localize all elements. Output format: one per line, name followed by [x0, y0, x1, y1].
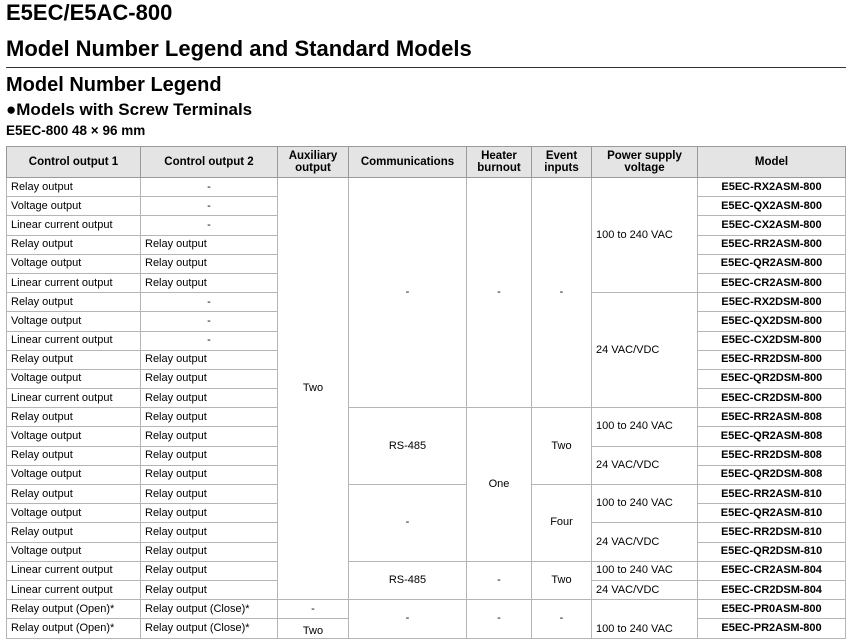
- header-auxiliary-output: Auxiliary output: [278, 147, 349, 178]
- cell-control-output-2: Relay output: [141, 408, 278, 427]
- cell-auxiliary-output: Two: [278, 178, 349, 600]
- cell-control-output-2: Relay output: [141, 254, 278, 273]
- cell-control-output-2: Relay output: [141, 485, 278, 504]
- cell-control-output-1: Voltage output: [7, 197, 141, 216]
- cell-power-supply: 24 VAC/VDC: [592, 293, 698, 408]
- cell-control-output-1: Voltage output: [7, 427, 141, 446]
- cell-model: E5EC-RR2ASM-810: [698, 485, 846, 504]
- cell-power-supply: 100 to 240 VAC: [592, 561, 698, 580]
- cell-model: E5EC-QR2ASM-810: [698, 504, 846, 523]
- cell-power-supply: 100 to 240 VAC: [592, 485, 698, 523]
- table-row: [7, 561, 846, 580]
- cell-control-output-2: Relay output: [141, 369, 278, 388]
- cell-control-output-1: Relay output (Open)*: [7, 600, 141, 619]
- cell-model: E5EC-RR2DSM-808: [698, 446, 846, 465]
- cell-communications: RS-485: [349, 408, 467, 485]
- cell-control-output-1: Relay output: [7, 293, 141, 312]
- cell-control-output-2: Relay output (Close)*: [141, 619, 278, 638]
- cell-event-inputs: Two: [532, 561, 592, 599]
- header-communications: Communications: [349, 147, 467, 178]
- cell-control-output-2: Relay output (Close)*: [141, 600, 278, 619]
- document-title: E5EC/E5AC-800: [6, 0, 173, 25]
- header-power-supply-voltage: Power supply voltage: [592, 147, 698, 178]
- cell-model: E5EC-CR2DSM-804: [698, 580, 846, 599]
- cell-model: E5EC-PR0ASM-800: [698, 600, 846, 619]
- section-heading: Model Number Legend: [6, 74, 222, 96]
- cell-model: E5EC-CR2DSM-800: [698, 389, 846, 408]
- cell-control-output-2: Relay output: [141, 580, 278, 599]
- cell-power-supply: 24 VAC/VDC: [592, 446, 698, 484]
- cell-control-output-1: Voltage output: [7, 254, 141, 273]
- cell-auxiliary-output: Two: [278, 619, 349, 638]
- cell-model: E5EC-RX2ASM-800: [698, 178, 846, 197]
- cell-control-output-2: Relay output: [141, 350, 278, 369]
- cell-event-inputs: -: [532, 178, 592, 408]
- cell-power-supply: 100 to 240 VAC: [592, 600, 698, 638]
- cell-control-output-1: Relay output: [7, 350, 141, 369]
- header-control-output-1: Control output 1: [7, 147, 141, 178]
- cell-event-inputs: Four: [532, 485, 592, 562]
- cell-control-output-1: Voltage output: [7, 542, 141, 561]
- subsection-heading: ●Models with Screw Terminals: [6, 100, 253, 119]
- cell-model: E5EC-QX2DSM-800: [698, 312, 846, 331]
- page-heading: Model Number Legend and Standard Models: [6, 36, 472, 61]
- cell-model: E5EC-QR2DSM-808: [698, 465, 846, 484]
- cell-power-supply: 100 to 240 VAC: [592, 178, 698, 293]
- table-row: [7, 485, 846, 504]
- cell-communications: -: [349, 178, 467, 408]
- cell-control-output-2: Relay output: [141, 504, 278, 523]
- cell-model: E5EC-QX2ASM-800: [698, 197, 846, 216]
- cell-control-output-2: -: [141, 216, 278, 235]
- cell-power-supply: 24 VAC/VDC: [592, 523, 698, 561]
- cell-control-output-2: -: [141, 178, 278, 197]
- cell-control-output-1: Relay output: [7, 485, 141, 504]
- header-heater-burnout: Heater burnout: [467, 147, 532, 178]
- cell-communications: -: [349, 600, 467, 638]
- cell-control-output-1: Relay output: [7, 446, 141, 465]
- cell-control-output-1: Relay output (Open)*: [7, 619, 141, 638]
- cell-control-output-2: Relay output: [141, 273, 278, 292]
- cell-control-output-1: Linear current output: [7, 273, 141, 292]
- table-row: [7, 408, 846, 427]
- cell-control-output-2: Relay output: [141, 446, 278, 465]
- cell-event-inputs: -: [532, 600, 592, 638]
- cell-event-inputs: Two: [532, 408, 592, 485]
- cell-control-output-2: Relay output: [141, 465, 278, 484]
- cell-control-output-1: Relay output: [7, 408, 141, 427]
- cell-control-output-1: Voltage output: [7, 465, 141, 484]
- cell-model: E5EC-CR2ASM-800: [698, 273, 846, 292]
- cell-model: E5EC-RR2ASM-808: [698, 408, 846, 427]
- cell-control-output-2: -: [141, 293, 278, 312]
- cell-control-output-2: Relay output: [141, 523, 278, 542]
- cell-model: E5EC-QR2DSM-810: [698, 542, 846, 561]
- header-control-output-2: Control output 2: [141, 147, 278, 178]
- cell-model: E5EC-CR2ASM-804: [698, 561, 846, 580]
- cell-control-output-1: Relay output: [7, 523, 141, 542]
- cell-heater-burnout: -: [467, 600, 532, 638]
- cell-power-supply: 100 to 240 VAC: [592, 408, 698, 446]
- cell-communications: -: [349, 485, 467, 562]
- series-label: E5EC-800 48 × 96 mm: [6, 123, 146, 138]
- cell-control-output-1: Voltage output: [7, 504, 141, 523]
- cell-control-output-2: Relay output: [141, 235, 278, 254]
- table-header-row: [7, 147, 846, 178]
- cell-auxiliary-output: -: [278, 600, 349, 619]
- cell-power-supply: 24 VAC/VDC: [592, 580, 698, 599]
- model-legend-table: [6, 146, 846, 639]
- cell-model: E5EC-RX2DSM-800: [698, 293, 846, 312]
- cell-heater-burnout: One: [467, 408, 532, 562]
- cell-control-output-1: Voltage output: [7, 312, 141, 331]
- cell-model: E5EC-CX2DSM-800: [698, 331, 846, 350]
- cell-control-output-1: Linear current output: [7, 389, 141, 408]
- cell-control-output-1: Linear current output: [7, 580, 141, 599]
- cell-heater-burnout: -: [467, 561, 532, 599]
- cell-control-output-2: -: [141, 197, 278, 216]
- cell-model: E5EC-RR2DSM-810: [698, 523, 846, 542]
- cell-model: E5EC-CX2ASM-800: [698, 216, 846, 235]
- cell-communications: RS-485: [349, 561, 467, 599]
- cell-control-output-2: -: [141, 312, 278, 331]
- cell-control-output-1: Linear current output: [7, 561, 141, 580]
- cell-model: E5EC-QR2ASM-808: [698, 427, 846, 446]
- cell-model: E5EC-QR2DSM-800: [698, 369, 846, 388]
- cell-control-output-1: Linear current output: [7, 216, 141, 235]
- header-event-inputs: Event inputs: [532, 147, 592, 178]
- heading-divider: [6, 67, 846, 68]
- cell-model: E5EC-RR2ASM-800: [698, 235, 846, 254]
- cell-control-output-1: Linear current output: [7, 331, 141, 350]
- cell-control-output-1: Relay output: [7, 235, 141, 254]
- table-row: [7, 178, 846, 197]
- cell-control-output-2: Relay output: [141, 389, 278, 408]
- cell-control-output-1: Relay output: [7, 178, 141, 197]
- cell-model: E5EC-PR2ASM-800: [698, 619, 846, 638]
- cell-control-output-2: Relay output: [141, 542, 278, 561]
- cell-control-output-2: Relay output: [141, 561, 278, 580]
- header-model: Model: [698, 147, 846, 178]
- cell-control-output-2: Relay output: [141, 427, 278, 446]
- cell-model: E5EC-QR2ASM-800: [698, 254, 846, 273]
- cell-control-output-2: -: [141, 331, 278, 350]
- table-row: [7, 600, 846, 619]
- cell-heater-burnout: -: [467, 178, 532, 408]
- cell-control-output-1: Voltage output: [7, 369, 141, 388]
- cell-model: E5EC-RR2DSM-800: [698, 350, 846, 369]
